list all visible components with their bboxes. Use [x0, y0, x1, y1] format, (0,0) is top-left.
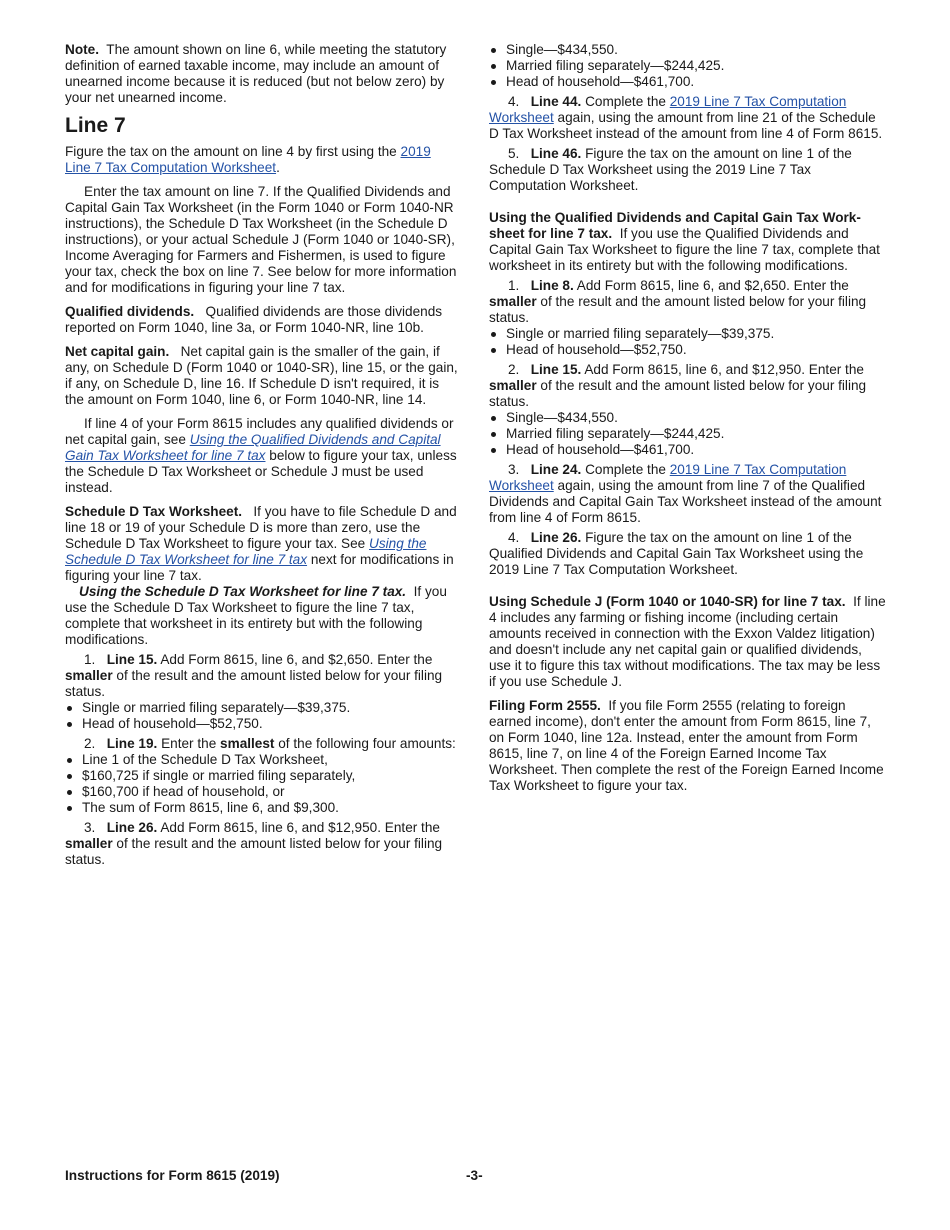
form-2555-paragraph: Filing Form 2555. If you file Form 2555 (relating to foreign earned income), don't enter the amount from Form 8615, line 7, on Form 1040, line 12a. Instead, enter the amount from Form 8615, line 7, on line 4 of the Foreign Earned Income Tax Worksheet. Then complete the rest of the Foreign Earned Income Tax Worksheet to figure your tax.: [489, 698, 884, 793]
list-item: Single—$434,550.: [489, 410, 887, 426]
list-item: Single or married filing separately—$39,375.: [65, 700, 459, 716]
net-capital-gain-paragraph: Net capital gain. Net capital gain is the smaller of the gain, if any, on Schedule D (Form 1040 or 1040-SR), line 15, or the gain, if any, on Schedule D, line 16. If Schedule D isn't required, it is the amount on Form 1040, line 6, or Form 1040-NR, line 14.: [65, 344, 458, 407]
qd-step-3-line24: 3. Line 24. Complete the 2019 Line 7 Tax Computation Worksheet again, using the amount from line 7 of the Qualified Dividends and Capital Gain Tax Worksheet instead of the amount from line 4 of Form 8615.: [489, 462, 882, 525]
using-schedule-d-paragraph: Using the Schedule D Tax Worksheet for line 7 tax. If you use the Schedule D Tax Worksheet to figure the line 7 tax, complete that worksheet in its entirety but with the following modifications.: [65, 584, 447, 647]
qd-worksheet-section: Using the Qualified Dividends and Capital Gain Tax Work-sheet for line 7 tax. If you use the Qualified Dividends and Capital Gain Tax Worksheet to figure the line 7 tax, complete that worksheet in its entirety but with the following modifications.: [489, 210, 880, 273]
list-item: The sum of Form 8615, line 6, and $9,300.: [65, 800, 459, 816]
step-3-line26: 3. Line 26. Add Form 8615, line 6, and $12,950. Enter the smaller of the result and the amount listed below for your filing status.: [65, 820, 443, 867]
list-item: Line 1 of the Schedule D Tax Worksheet,: [65, 752, 459, 768]
list-item: Married filing separately—$244,425.: [489, 58, 887, 74]
left-column: [65, 42, 459, 868]
if-line4-paragraph: If line 4 of your Form 8615 includes any qualified dividends or net capital gain, see Using the Qualified Dividends and Capital Gain Tax Worksheet for line 7 tax below to figure your tax, unless the Schedule D Tax Worksheet or Schedule J must be used instead.: [65, 416, 457, 495]
list-item: Married filing separately—$244,425.: [489, 426, 887, 442]
line7-worksheet-link[interactable]: 2019 Line 7 Tax Computation Worksheet: [489, 94, 847, 125]
qd-step-2-bullets: [489, 410, 887, 458]
step-1-bullets: [65, 700, 459, 732]
qd-worksheet-link[interactable]: Using the Qualified Dividends and Capital Gain Tax Worksheet for line 7 tax: [65, 432, 441, 463]
enter-tax-paragraph: Enter the tax amount on line 7. If the Qualified Dividends and Capital Gain Tax Worksheet (in the Form 1040 or Form 1040-NR instructions), the Schedule D Tax Worksheet (in the Schedule D instructions), or your actual Schedule J (Form 1040 or 1040-SR), Income Averaging for Farmers and Fishermen, is used to figure your tax, check the box on line 7. See below for more information and for modifications in figuring your line 7 tax.: [65, 184, 457, 295]
list-item: Head of household—$461,700.: [489, 74, 887, 90]
list-item: Single—$434,550.: [489, 42, 887, 58]
step-4-line44: 4. Line 44. Complete the 2019 Line 7 Tax Computation Worksheet again, using the amount from line 21 of the Schedule D Tax Worksheet instead of the amount from line 4 of Form 8615.: [489, 94, 883, 141]
qd-step-1-bullets: [489, 326, 887, 358]
list-item: Single or married filing separately—$39,375.: [489, 326, 887, 342]
list-item: Head of household—$52,750.: [65, 716, 459, 732]
step-3-bullets: [489, 42, 887, 90]
step-2-bullets: [65, 752, 459, 816]
qualified-dividends-paragraph: Qualified dividends. Qualified dividends are those dividends reported on Form 1040, line 3a, or Form 1040-NR, line 10b.: [65, 304, 443, 335]
list-item: $160,725 if single or married filing separately,: [65, 768, 459, 784]
step-1-line15: 1. Line 15. Add Form 8615, line 6, and $2,650. Enter the smaller of the result and the amount listed below for your filing status.: [65, 652, 443, 699]
qd-step-2-line15: 2. Line 15. Add Form 8615, line 6, and $12,950. Enter the smaller of the result and the amount listed below for your filing status.: [489, 362, 867, 409]
step-2-line19: 2. Line 19. Enter the smallest of the following four amounts:: [84, 736, 456, 751]
list-item: Head of household—$461,700.: [489, 442, 887, 458]
line7-worksheet-link[interactable]: 2019 Line 7 Tax Computation Worksheet: [65, 144, 431, 175]
qd-step-4-line26: 4. Line 26. Figure the tax on the amount on line 1 of the Qualified Dividends and Capital Gain Tax Worksheet using the 2019 Line 7 Tax Computation Worksheet.: [489, 530, 864, 577]
page-number: -3-: [466, 1168, 483, 1183]
footer-form-title: Instructions for Form 8615 (2019): [65, 1168, 280, 1183]
list-item: Head of household—$52,750.: [489, 342, 887, 358]
step-5-line46: 5. Line 46. Figure the tax on the amount on line 1 of the Schedule D Tax Worksheet using the 2019 Line 7 Tax Computation Worksheet.: [489, 146, 852, 193]
line7-worksheet-link[interactable]: 2019 Line 7 Tax Computation Worksheet: [489, 462, 847, 493]
schedule-d-worksheet-paragraph: Schedule D Tax Worksheet. If you have to file Schedule D and line 18 or 19 of your Schedule D is more than zero, use the Schedule D Tax Worksheet to figure your tax. See Using the Schedule D Tax Worksheet for line 7 tax next for modifications in figuring your line 7 tax.: [65, 504, 457, 583]
list-item: $160,700 if head of household, or: [65, 784, 459, 800]
line7-heading: Line 7: [65, 114, 126, 137]
note-paragraph: Note. The amount shown on line 6, while meeting the statutory definition of earned taxable income, may include an amount of unearned income because it is reduced (but not below zero) by your net unearned income.: [65, 42, 447, 105]
qd-step-1-line8: 1. Line 8. Add Form 8615, line 6, and $2,650. Enter the smaller of the result and the amount listed below for your filing status.: [489, 278, 867, 325]
schedule-j-paragraph: Using Schedule J (Form 1040 or 1040-SR) for line 7 tax. If line 4 includes any farming or fishing income (including certain amounts received in connection with the Exxon Valdez litigation) and doesn't include any net capital gain or qualified dividends, use it to figure this tax without modifications. The tax may be less if you use Schedule J.: [489, 594, 886, 689]
page-footer: [65, 1168, 887, 1186]
schedule-d-worksheet-link[interactable]: Using the Schedule D Tax Worksheet for line 7 tax: [65, 536, 427, 567]
right-column: [489, 42, 887, 802]
line7-intro: Figure the tax on the amount on line 4 by first using the 2019 Line 7 Tax Computation Worksheet.: [65, 144, 431, 175]
